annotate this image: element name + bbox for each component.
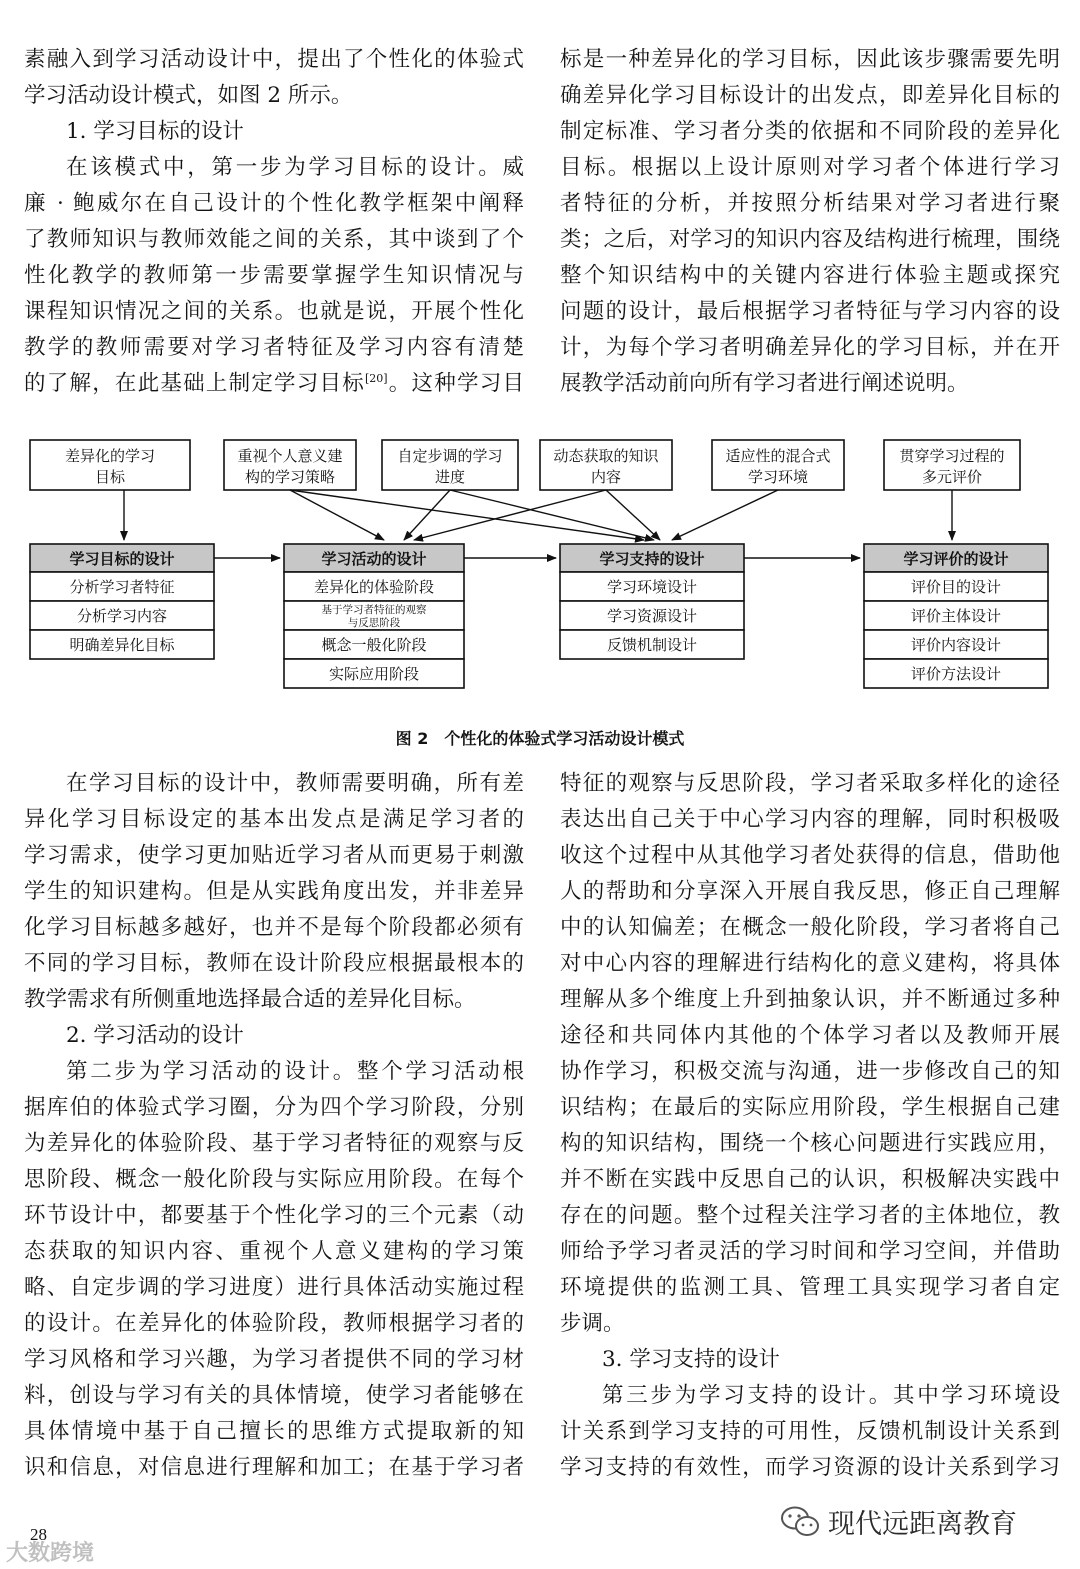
text-line: 类；之后，对学习的知识内容及结构进行梳理，围绕 (560, 227, 1060, 252)
text-line: 不同的学习目标，教师在设计阶段应根据最根本的 (24, 951, 524, 976)
goal-design-block (30, 544, 214, 659)
section-heading: 1. 学习目标的设计 (66, 119, 244, 144)
text-line: 途径和共同体内其他的个体学习者以及教师开展 (560, 1023, 1060, 1048)
input-box-dynamic-content (540, 440, 672, 490)
text-line: 计关系到学习支持的可用性，反馈机制设计关系到 (560, 1419, 1060, 1444)
block-title: 学习支持的设计 (599, 550, 705, 568)
bottom-left-column (24, 766, 524, 1486)
text-line: 廉 · 鲍威尔在自己设计的个性化教学框架中阐释 (24, 191, 524, 216)
text-line: 确差异化学习目标设计的出发点，即差异化目标的 (560, 83, 1060, 108)
section-heading: 3. 学习支持的设计 (602, 1347, 780, 1372)
text-line: 学生的知识建构。但是从实践角度出发，并非差异 (24, 879, 524, 904)
activity-design-block (284, 544, 464, 688)
text-line: 环境提供的监测工具、管理工具实现学习者自定 (560, 1275, 1060, 1300)
text-fragment: 的了解，在此基础上制定学习目标 (24, 371, 365, 396)
text-fragment: 。这种学习目 (387, 371, 524, 396)
text-line: 在学习目标的设计中，教师需要明确，所有差 (66, 771, 524, 796)
section-heading: 2. 学习活动的设计 (66, 1023, 244, 1048)
input-box-multiple-evaluation (884, 440, 1020, 490)
block-item: 概念一般化阶段 (321, 636, 427, 654)
evaluation-design-block (864, 544, 1048, 688)
box-label: 自定步调的学习 (397, 447, 503, 465)
text-line: 识和信息，对信息进行理解和加工；在基于学习者 (24, 1455, 524, 1480)
input-box-differentiated-goal (30, 440, 190, 490)
text-line: 对中心内容的理解进行结构化的意义建构，将具体 (560, 951, 1060, 976)
text-line: 为差异化的体验阶段、基于学习者特征的观察与反 (24, 1131, 524, 1156)
text-line: 问题的设计，最后根据学习者特征与学习内容的设 (560, 299, 1060, 324)
text-line: 存在的问题。整个过程关注学习者的主体地位，教 (560, 1203, 1060, 1228)
wechat-account-watermark (780, 1502, 1017, 1541)
text-line: 学习支持的有效性，而学习资源的设计关系到学习 (560, 1455, 1060, 1480)
text-line: 教学需求有所侧重地选择最合适的差异化目标。 (24, 987, 476, 1012)
watermark-left: 大数跨境 (6, 1541, 95, 1566)
figure-caption: 图 2 个性化的体验式学习活动设计模式 (395, 729, 685, 748)
text-line: 制定标准、学习者分类的依据和不同阶段的差异化 (560, 119, 1060, 144)
top-right-column (560, 42, 1060, 402)
block-item: 与反思阶段 (347, 617, 401, 629)
text-line: 目标。根据以上设计原则对学习者个体进行学习 (560, 155, 1060, 180)
text-line: 构的知识结构，围绕一个核心问题进行实践应用， (560, 1131, 1060, 1156)
text-line: 教学的教师需要对学习者特征及学习内容有清楚 (24, 335, 524, 360)
text-line: 中的认知偏差；在概念一般化阶段，学习者将自己 (560, 915, 1060, 940)
arrow (606, 490, 660, 540)
figure-arrows (124, 490, 952, 558)
block-item: 反馈机制设计 (606, 636, 698, 654)
block-item: 评价目的设计 (910, 578, 1002, 596)
box-label: 内容 (590, 468, 622, 486)
arrow (672, 490, 778, 540)
input-box-blended-environment (712, 440, 844, 490)
text-line: 略、自定步调的学习进度）进行具体活动实施过程 (24, 1275, 524, 1300)
design-model-figure (24, 434, 1064, 704)
text-line: 学习活动设计模式，如图 2 所示。 (24, 83, 353, 108)
block-item: 分析学习者特征 (69, 578, 175, 596)
input-box-meaning-strategy (224, 440, 356, 490)
text-line: 步调。 (560, 1311, 625, 1336)
account-name: 现代远距离教育 (828, 1509, 1017, 1540)
text-line: 计，为每个学习者明确差异化的学习目标，并在开 (560, 335, 1060, 360)
text-line: 在该模式中，第一步为学习目标的设计。威 (66, 155, 524, 180)
block-item: 评价方法设计 (910, 665, 1002, 683)
box-label: 目标 (94, 468, 126, 486)
box-label: 差异化的学习 (64, 447, 156, 465)
text-line: 具体情境中基于自己擅长的思维方式提取新的知 (24, 1419, 524, 1444)
text-line-with-citation (24, 366, 524, 402)
support-design-block (560, 544, 744, 659)
top-left-column (24, 42, 524, 402)
text-line: 性化教学的教师第一步需要掌握学生知识情况与 (24, 263, 524, 288)
arrow (450, 490, 654, 540)
text-line: 师给予学习者灵活的学习时间和学习空间，并借助 (560, 1239, 1060, 1264)
text-line: 的设计。在差异化的体验阶段，教师根据学习者的 (24, 1311, 524, 1336)
block-item: 分析学习内容 (76, 607, 168, 625)
text-line: 环节设计中，都要基于个性化学习的三个元素（动 (24, 1203, 524, 1228)
text-line: 特征的观察与反思阶段，学习者采取多样化的途径 (560, 771, 1060, 796)
text-line: 标是一种差异化的学习目标，因此该步骤需要先明 (560, 47, 1060, 72)
box-label: 贯穿学习过程的 (899, 447, 1005, 465)
text-line: 人的帮助和分享深入开展自我反思，修正自己理解 (560, 879, 1060, 904)
text-line: 了教师知识与教师效能之间的关系，其中谈到了个 (24, 227, 524, 252)
text-line: 识结构；在最后的实际应用阶段，学生根据自己建 (560, 1095, 1060, 1120)
block-title: 学习活动的设计 (321, 550, 427, 568)
block-item: 明确差异化目标 (69, 636, 175, 654)
box-label: 构的学习策略 (244, 468, 336, 486)
box-label: 适应性的混合式 (725, 447, 831, 465)
block-item: 评价内容设计 (910, 636, 1002, 654)
page-number: 28 (30, 1525, 47, 1544)
block-item: 差异化的体验阶段 (313, 578, 435, 596)
text-line: 素融入到学习活动设计中，提出了个性化的体验式 (24, 47, 524, 72)
box-label: 学习环境 (747, 468, 809, 486)
arrow (290, 490, 644, 540)
text-line: 者特征的分析，并按照分析结果对学习者进行聚 (560, 191, 1060, 216)
text-line: 表达出自己关于中心学习内容的理解，同时积极吸 (560, 807, 1060, 832)
text-line: 并不断在实践中反思自己的认识，积极解决实践中 (560, 1167, 1060, 1192)
input-box-self-paced (382, 440, 518, 490)
block-title: 学习目标的设计 (69, 550, 175, 568)
text-line: 据库伯的体验式学习圈，分为四个学习阶段，分别 (24, 1095, 524, 1120)
block-item: 实际应用阶段 (328, 665, 420, 683)
box-label: 动态获取的知识 (553, 447, 659, 465)
text-line: 整个知识结构中的关键内容进行体验主题或探究 (560, 263, 1060, 288)
text-line: 学习需求，使学习更加贴近学习者从而更易于刺激 (24, 843, 524, 868)
block-title: 学习评价的设计 (903, 550, 1009, 568)
block-item: 基于学习者特征的观察 (321, 604, 427, 616)
text-line: 化学习目标越多越好，也并不是每个阶段都必须有 (24, 915, 524, 940)
text-line: 态获取的知识内容、重视个人意义建构的学习策 (24, 1239, 524, 1264)
text-line: 第三步为学习支持的设计。其中学习环境设 (602, 1383, 1060, 1408)
text-line: 料，创设与学习有关的具体情境，使学习者能够在 (24, 1383, 524, 1408)
text-line: 协作学习，积极交流与沟通，进一步修改自己的知 (560, 1059, 1060, 1084)
citation-ref: [20] (364, 372, 388, 385)
block-item: 学习环境设计 (606, 578, 698, 596)
block-item: 学习资源设计 (606, 607, 698, 625)
text-line: 思阶段、概念一般化阶段与实际应用阶段。在每个 (24, 1167, 524, 1192)
text-line: 展教学活动前向所有学习者进行阐述说明。 (560, 371, 969, 396)
text-line: 学习风格和学习兴趣，为学习者提供不同的学习材 (24, 1347, 524, 1372)
block-item: 评价主体设计 (910, 607, 1002, 625)
box-label: 多元评价 (921, 468, 983, 486)
text-line: 理解从多个维度上升到抽象认识，并不断通过多种 (560, 987, 1060, 1012)
arrow (290, 490, 384, 540)
wechat-icon (780, 1505, 820, 1539)
text-line: 课程知识情况之间的关系。也就是说，开展个性化 (24, 299, 524, 324)
text-line: 收这个过程中从其他学习者处获得的信息，借助他 (560, 843, 1060, 868)
box-label: 重视个人意义建 (237, 447, 343, 465)
bottom-right-column (560, 766, 1060, 1486)
box-label: 进度 (434, 468, 466, 486)
text-line: 第二步为学习活动的设计。整个学习活动根 (66, 1059, 524, 1084)
text-line: 异化学习目标设定的基本出发点是满足学习者的 (24, 807, 524, 832)
